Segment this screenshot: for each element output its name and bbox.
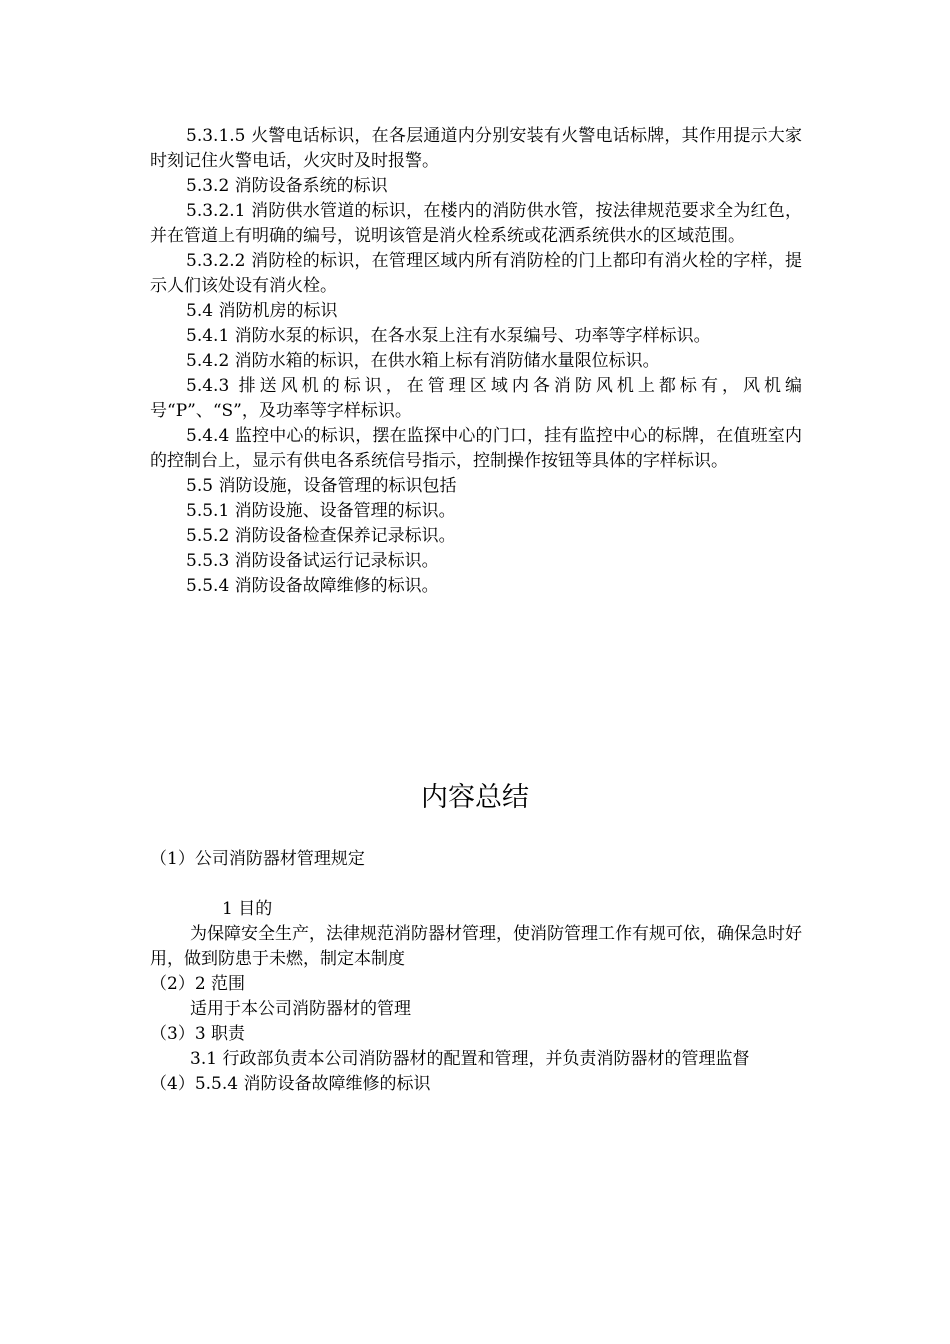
summary-item-1: （1）公司消防器材管理规定 bbox=[150, 849, 365, 869]
summary-section bbox=[150, 847, 802, 1097]
duty-text: 3.1 行政部负责本公司消防器材的配置和管理，并负责消防器材的管理监督 bbox=[190, 1049, 750, 1069]
standards-section bbox=[150, 124, 802, 599]
paragraph: 5.5.2 消防设备检查保养记录标识。 bbox=[186, 526, 456, 546]
paragraph: 5.4.2 消防水箱的标识，在供水箱上标有消防储水量限位标识。 bbox=[186, 351, 660, 371]
goal-heading: 1 目的 bbox=[222, 899, 273, 919]
paragraph: 5.3.2 消防设备系统的标识 bbox=[186, 176, 388, 196]
paragraph: 5.3.2.2 消防栓的标识，在管理区域内所有消防栓的门上都印有消火栓的字样，提示人们该处设有消火栓。 bbox=[150, 251, 802, 296]
paragraph: 5.5.3 消防设备试运行记录标识。 bbox=[186, 551, 439, 571]
summary-item-3: （3）3 职责 bbox=[150, 1024, 246, 1044]
paragraph: 5.5 消防设施，设备管理的标识包括 bbox=[186, 476, 457, 496]
paragraph: 5.4 消防机房的标识 bbox=[186, 301, 338, 321]
paragraph: 5.4.3 排送风机的标识，在管理区域内各消防风机上都标有，风机编号“P”、“S”，及功率等字样标识。 bbox=[150, 376, 802, 421]
scope-text: 适用于本公司消防器材的管理 bbox=[190, 999, 411, 1019]
paragraph: 5.3.1.5 火警电话标识，在各层通道内分别安装有火警电话标牌，其作用提示大家时刻记住火警电话，火灾时及时报警。 bbox=[150, 126, 802, 171]
paragraph: 5.4.1 消防水泵的标识，在各水泵上注有水泵编号、功率等字样标识。 bbox=[186, 326, 711, 346]
paragraph: 5.5.4 消防设备故障维修的标识。 bbox=[186, 576, 439, 596]
summary-item-2: （2）2 范围 bbox=[150, 974, 246, 994]
paragraph: 5.3.2.1 消防供水管道的标识，在楼内的消防供水管，按法律规范要求全为红色，并在管道上有明确的编号，说明该管是消火栓系统或花洒系统供水的区域范围。 bbox=[150, 201, 802, 246]
spacer bbox=[150, 872, 802, 897]
paragraph: 5.5.1 消防设施、设备管理的标识。 bbox=[186, 501, 456, 521]
summary-item-4: （4）5.5.4 消防设备故障维修的标识 bbox=[150, 1074, 431, 1094]
paragraph: 5.4.4 监控中心的标识，摆在监探中心的门口，挂有监控中心的标牌，在值班室内的控制台上，显示有供电各系统信号指示，控制操作按钮等具体的字样标识。 bbox=[150, 426, 802, 471]
goal-text: 为保障安全生产，法律规范消防器材管理，使消防管理工作有规可依，确保急时好用，做到防患于未燃，制定本制度 bbox=[150, 924, 802, 969]
summary-title: 内容总结 bbox=[421, 782, 529, 813]
